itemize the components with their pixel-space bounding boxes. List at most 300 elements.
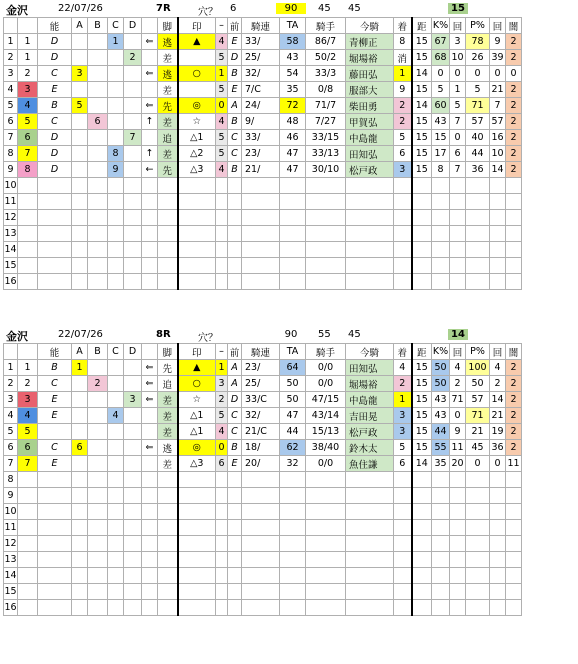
weight-cell xyxy=(216,472,228,488)
jockey-combo-cell xyxy=(242,536,280,552)
jockey-name-cell: 松戸政 xyxy=(346,162,394,178)
jockey-name-cell xyxy=(346,226,394,242)
col-a-cell xyxy=(72,584,88,600)
col-d-cell xyxy=(124,146,142,162)
row-num-cell: 5 xyxy=(4,98,18,114)
weight-cell: 5 xyxy=(216,50,228,66)
ability-cell xyxy=(38,210,72,226)
distance-cell xyxy=(412,488,432,504)
finish-cell: 2 xyxy=(394,98,412,114)
col-b-cell xyxy=(88,392,108,408)
mark-cell: ▲ xyxy=(178,360,216,376)
p-pct-cell xyxy=(466,226,490,242)
count2-cell xyxy=(490,472,506,488)
count2-cell: 36 xyxy=(490,440,506,456)
jockey-combo-cell: 21/ xyxy=(242,162,280,178)
mark-cell: ☆ xyxy=(178,392,216,408)
jockey-combo-cell: 33/ xyxy=(242,130,280,146)
ta-cell xyxy=(280,178,306,194)
col-b-cell xyxy=(88,584,108,600)
gate-cell xyxy=(18,584,38,600)
col-c-cell xyxy=(108,472,124,488)
p-pct-cell: 71 xyxy=(466,408,490,424)
finish-cell xyxy=(394,274,412,290)
count2-cell xyxy=(490,274,506,290)
yami-cell: 2 xyxy=(506,376,522,392)
mark-cell xyxy=(178,178,216,194)
count-cell: 0 xyxy=(450,408,466,424)
row-num-cell: 11 xyxy=(4,194,18,210)
table-row xyxy=(4,488,522,504)
style-cell: 差 xyxy=(158,456,178,472)
col-c-cell xyxy=(108,98,124,114)
count2-cell: 16 xyxy=(490,130,506,146)
weight-cell xyxy=(216,226,228,242)
table-row xyxy=(4,258,522,274)
jockey-name-cell: 鈴木太 xyxy=(346,440,394,456)
k-pct-cell: 35 xyxy=(432,456,450,472)
distance-cell xyxy=(412,472,432,488)
jockey-combo-cell: 23/ xyxy=(242,360,280,376)
mark-cell xyxy=(178,242,216,258)
gate-cell xyxy=(18,600,38,616)
ability-cell: C xyxy=(38,376,72,392)
venue-label: 金沢 xyxy=(6,330,28,343)
gate-cell xyxy=(18,568,38,584)
jockey-combo-cell xyxy=(242,210,280,226)
weight-cell xyxy=(216,568,228,584)
weight-cell xyxy=(216,552,228,568)
header-style: 脚 xyxy=(158,344,178,360)
col-b-cell xyxy=(88,536,108,552)
ability-cell: B xyxy=(38,98,72,114)
header-jockey-combo: 騎連 xyxy=(242,344,280,360)
p-pct-cell: 45 xyxy=(466,440,490,456)
col-b-cell xyxy=(88,50,108,66)
ta-cell: 58 xyxy=(280,34,306,50)
jockey-stat-cell: 0/8 xyxy=(306,82,346,98)
table-row xyxy=(4,82,522,98)
col-d-cell xyxy=(124,440,142,456)
col-b-cell xyxy=(88,360,108,376)
col-d-cell xyxy=(124,568,142,584)
header-col-b: B xyxy=(88,344,108,360)
mark-cell: ▲ xyxy=(178,34,216,50)
gate-cell: 4 xyxy=(18,408,38,424)
col-b-cell xyxy=(88,66,108,82)
ability-cell xyxy=(38,242,72,258)
p-pct-cell: 0 xyxy=(466,66,490,82)
jockey-stat-cell: 43/14 xyxy=(306,408,346,424)
k-pct-cell xyxy=(432,258,450,274)
jockey-stat-cell xyxy=(306,472,346,488)
weight-cell xyxy=(216,488,228,504)
col-b-cell xyxy=(88,488,108,504)
distance-cell xyxy=(412,504,432,520)
yami-cell xyxy=(506,210,522,226)
row-num-cell: 14 xyxy=(4,568,18,584)
weight-cell: 4 xyxy=(216,424,228,440)
prev-cell: E xyxy=(228,34,242,50)
ta-cell: 32 xyxy=(280,456,306,472)
gate-cell: 7 xyxy=(18,456,38,472)
distance-cell xyxy=(412,258,432,274)
ta-cell: 46 xyxy=(280,130,306,146)
col-c-cell xyxy=(108,584,124,600)
jockey-combo-cell xyxy=(242,274,280,290)
col-d-cell xyxy=(124,210,142,226)
k-pct-cell xyxy=(432,488,450,504)
arrow-cell xyxy=(142,552,158,568)
yami-cell: 2 xyxy=(506,408,522,424)
finish-cell: 2 xyxy=(394,114,412,130)
style-cell: 差 xyxy=(158,146,178,162)
style-cell xyxy=(158,226,178,242)
style-cell: 差 xyxy=(158,392,178,408)
table-row xyxy=(4,226,522,242)
k-pct-cell xyxy=(432,242,450,258)
jockey-name-cell: 堀場裕 xyxy=(346,50,394,66)
jockey-combo-cell: 21/C xyxy=(242,424,280,440)
jockey-name-cell: 松戸政 xyxy=(346,424,394,440)
col-b-cell xyxy=(88,504,108,520)
count-cell xyxy=(450,226,466,242)
ta-cell xyxy=(280,242,306,258)
yami-cell xyxy=(506,472,522,488)
style-cell: 追 xyxy=(158,376,178,392)
race-header xyxy=(0,328,578,342)
jockey-name-cell xyxy=(346,178,394,194)
ta-cell: 50 xyxy=(280,376,306,392)
jockey-name-cell: 服部大 xyxy=(346,82,394,98)
col-a-cell xyxy=(72,568,88,584)
k-pct-cell: 67 xyxy=(432,34,450,50)
p-pct-cell: 50 xyxy=(466,376,490,392)
ability-cell: B xyxy=(38,360,72,376)
prev-cell: A xyxy=(228,98,242,114)
table-row xyxy=(4,98,522,114)
jockey-stat-cell: 0/0 xyxy=(306,456,346,472)
ta-cell: 54 xyxy=(280,66,306,82)
col-d-cell xyxy=(124,274,142,290)
k-pct-cell: 43 xyxy=(432,408,450,424)
header-prev: 前 xyxy=(228,344,242,360)
table-row xyxy=(4,66,522,82)
finish-cell: 5 xyxy=(394,130,412,146)
col-b-cell xyxy=(88,98,108,114)
mark-cell xyxy=(178,536,216,552)
col-d-cell: 3 xyxy=(124,392,142,408)
yami-cell: 11 xyxy=(506,456,522,472)
arrow-cell xyxy=(142,130,158,146)
col-a-cell xyxy=(72,376,88,392)
count2-cell xyxy=(490,194,506,210)
p-pct-cell: 57 xyxy=(466,392,490,408)
date-label: 22/07/26 xyxy=(58,329,103,340)
ta-cell: 64 xyxy=(280,360,306,376)
weight-cell xyxy=(216,178,228,194)
p-pct-cell: 0 xyxy=(466,456,490,472)
prev-cell xyxy=(228,536,242,552)
hole-value: 6 xyxy=(230,3,237,14)
style-cell xyxy=(158,242,178,258)
col-c-cell xyxy=(108,360,124,376)
mark-cell: △3 xyxy=(178,162,216,178)
jockey-combo-cell xyxy=(242,178,280,194)
table-row xyxy=(4,194,522,210)
prev-cell xyxy=(228,226,242,242)
ability-cell: D xyxy=(38,162,72,178)
header-k-pct: K% xyxy=(432,18,450,34)
k-pct-cell: 60 xyxy=(432,98,450,114)
jockey-stat-cell xyxy=(306,584,346,600)
col-c-cell xyxy=(108,552,124,568)
mark-cell: △2 xyxy=(178,146,216,162)
count2-cell: 2 xyxy=(490,376,506,392)
col-b-cell xyxy=(88,456,108,472)
col-b-cell xyxy=(88,424,108,440)
col-a-cell xyxy=(72,34,88,50)
race-number: 8R xyxy=(156,329,171,340)
yami-cell: 2 xyxy=(506,162,522,178)
ta-cell xyxy=(280,226,306,242)
ta-cell: 72 xyxy=(280,98,306,114)
arrow-cell xyxy=(142,424,158,440)
weight-cell: 3 xyxy=(216,376,228,392)
style-cell: 逃 xyxy=(158,34,178,50)
mark-cell xyxy=(178,472,216,488)
style-cell: 逃 xyxy=(158,66,178,82)
col-a-cell xyxy=(72,472,88,488)
prev-cell xyxy=(228,552,242,568)
style-cell: 先 xyxy=(158,360,178,376)
distance-cell: 15 xyxy=(412,130,432,146)
jockey-name-cell xyxy=(346,552,394,568)
row-num-cell: 3 xyxy=(4,66,18,82)
weight-cell: 1 xyxy=(216,66,228,82)
gate-cell: 5 xyxy=(18,114,38,130)
gate-cell xyxy=(18,274,38,290)
ta-cell: 47 xyxy=(280,146,306,162)
header-count2: 回 xyxy=(490,18,506,34)
count-cell: 5 xyxy=(450,98,466,114)
header-finish: 着 xyxy=(394,344,412,360)
mark-cell xyxy=(178,584,216,600)
col-a-cell xyxy=(72,424,88,440)
col-c-cell xyxy=(108,82,124,98)
col-d-cell xyxy=(124,242,142,258)
style-cell: 差 xyxy=(158,82,178,98)
jockey-combo-cell xyxy=(242,600,280,616)
count2-cell: 14 xyxy=(490,392,506,408)
count2-cell: 10 xyxy=(490,146,506,162)
jockey-stat-cell: 15/13 xyxy=(306,424,346,440)
distance-cell xyxy=(412,536,432,552)
style-cell: 差 xyxy=(158,114,178,130)
gate-cell: 7 xyxy=(18,146,38,162)
table-row xyxy=(4,456,522,472)
row-num-cell: 12 xyxy=(4,536,18,552)
col-a-cell xyxy=(72,226,88,242)
col-a-cell: 6 xyxy=(72,440,88,456)
count-cell xyxy=(450,552,466,568)
col-b-cell xyxy=(88,472,108,488)
col-c-cell xyxy=(108,50,124,66)
mark-cell: ○ xyxy=(178,376,216,392)
col-a-cell: 5 xyxy=(72,98,88,114)
mark-cell xyxy=(178,520,216,536)
jockey-stat-cell xyxy=(306,210,346,226)
k-pct-cell xyxy=(432,504,450,520)
prev-cell: B xyxy=(228,440,242,456)
jockey-name-cell xyxy=(346,584,394,600)
distance-cell: 15 xyxy=(412,376,432,392)
count-cell: 7 xyxy=(450,162,466,178)
k-pct-cell: 15 xyxy=(432,130,450,146)
gate-cell xyxy=(18,488,38,504)
p-pct-cell: 5 xyxy=(466,82,490,98)
yami-cell xyxy=(506,568,522,584)
mark-cell xyxy=(178,226,216,242)
header-yami: 闇 xyxy=(506,344,522,360)
k-pct-cell: 50 xyxy=(432,360,450,376)
table-row xyxy=(4,552,522,568)
header-gate xyxy=(18,344,38,360)
jockey-name-cell xyxy=(346,242,394,258)
col-b-cell xyxy=(88,568,108,584)
weight-cell: 4 xyxy=(216,162,228,178)
mark-cell: △1 xyxy=(178,408,216,424)
ability-cell xyxy=(38,600,72,616)
gate-cell: 2 xyxy=(18,376,38,392)
col-b-cell xyxy=(88,258,108,274)
col-b-cell xyxy=(88,210,108,226)
ability-cell xyxy=(38,178,72,194)
col-c-cell xyxy=(108,568,124,584)
mark-cell xyxy=(178,210,216,226)
ta-cell xyxy=(280,210,306,226)
count2-cell xyxy=(490,488,506,504)
count2-cell: 7 xyxy=(490,98,506,114)
row-num-cell: 4 xyxy=(4,82,18,98)
table-row xyxy=(4,568,522,584)
style-cell: 差 xyxy=(158,424,178,440)
gate-cell: 2 xyxy=(18,66,38,82)
jockey-name-cell: 魚住謙 xyxy=(346,456,394,472)
col-c-cell: 4 xyxy=(108,408,124,424)
arrow-cell: ⇐ xyxy=(142,376,158,392)
jockey-name-cell xyxy=(346,472,394,488)
k-pct-cell xyxy=(432,226,450,242)
header-arrow xyxy=(142,18,158,34)
p-pct-cell xyxy=(466,552,490,568)
p-pct-cell xyxy=(466,194,490,210)
col-c-cell xyxy=(108,520,124,536)
k-pct-cell xyxy=(432,178,450,194)
count-cell xyxy=(450,178,466,194)
ability-cell xyxy=(38,520,72,536)
table-row xyxy=(4,472,522,488)
ta-cell xyxy=(280,274,306,290)
yami-cell: 2 xyxy=(506,440,522,456)
yami-cell xyxy=(506,194,522,210)
style-cell: 差 xyxy=(158,50,178,66)
col-b-cell xyxy=(88,162,108,178)
yami-cell xyxy=(506,504,522,520)
table-row xyxy=(4,360,522,376)
col-c-cell xyxy=(108,226,124,242)
header-value-3: 45 xyxy=(348,3,361,14)
jockey-stat-cell: 33/15 xyxy=(306,130,346,146)
row-num-cell: 3 xyxy=(4,392,18,408)
row-num-cell: 14 xyxy=(4,242,18,258)
jockey-stat-cell xyxy=(306,568,346,584)
yami-cell xyxy=(506,178,522,194)
p-pct-cell xyxy=(466,488,490,504)
mark-cell: △1 xyxy=(178,130,216,146)
weight-cell xyxy=(216,504,228,520)
ability-cell: D xyxy=(38,34,72,50)
jockey-stat-cell: 0/0 xyxy=(306,376,346,392)
distance-cell: 15 xyxy=(412,114,432,130)
prev-cell: A xyxy=(228,376,242,392)
mark-cell: ○ xyxy=(178,66,216,82)
count-cell xyxy=(450,274,466,290)
ta-cell xyxy=(280,536,306,552)
jockey-name-cell xyxy=(346,504,394,520)
count-cell: 0 xyxy=(450,66,466,82)
col-b-cell: 2 xyxy=(88,376,108,392)
prev-cell xyxy=(228,242,242,258)
ability-cell xyxy=(38,568,72,584)
count-cell xyxy=(450,194,466,210)
header-yami: 闇 xyxy=(506,18,522,34)
count-cell: 1 xyxy=(450,82,466,98)
p-pct-cell xyxy=(466,584,490,600)
count2-cell xyxy=(490,552,506,568)
race-number: 7R xyxy=(156,3,171,14)
p-pct-cell: 21 xyxy=(466,424,490,440)
yami-cell: 0 xyxy=(506,66,522,82)
col-d-cell xyxy=(124,258,142,274)
weight-cell: 5 xyxy=(216,130,228,146)
jockey-name-cell: 中島龍 xyxy=(346,392,394,408)
col-c-cell xyxy=(108,66,124,82)
style-cell xyxy=(158,520,178,536)
weight-cell: 6 xyxy=(216,456,228,472)
col-c-cell xyxy=(108,424,124,440)
jockey-stat-cell xyxy=(306,242,346,258)
row-num-cell: 6 xyxy=(4,440,18,456)
count2-cell xyxy=(490,520,506,536)
distance-cell: 14 xyxy=(412,66,432,82)
k-pct-cell xyxy=(432,472,450,488)
header-value-1: 90 xyxy=(276,3,306,14)
gate-cell: 1 xyxy=(18,50,38,66)
finish-cell xyxy=(394,194,412,210)
col-c-cell xyxy=(108,392,124,408)
mark-cell xyxy=(178,600,216,616)
weight-cell xyxy=(216,194,228,210)
weight-cell: 5 xyxy=(216,408,228,424)
jockey-stat-cell: 86/7 xyxy=(306,34,346,50)
count2-cell xyxy=(490,258,506,274)
gate-cell xyxy=(18,210,38,226)
count-cell xyxy=(450,488,466,504)
jockey-name-cell: 堀場裕 xyxy=(346,376,394,392)
header-p-pct: P% xyxy=(466,344,490,360)
table-row xyxy=(4,392,522,408)
